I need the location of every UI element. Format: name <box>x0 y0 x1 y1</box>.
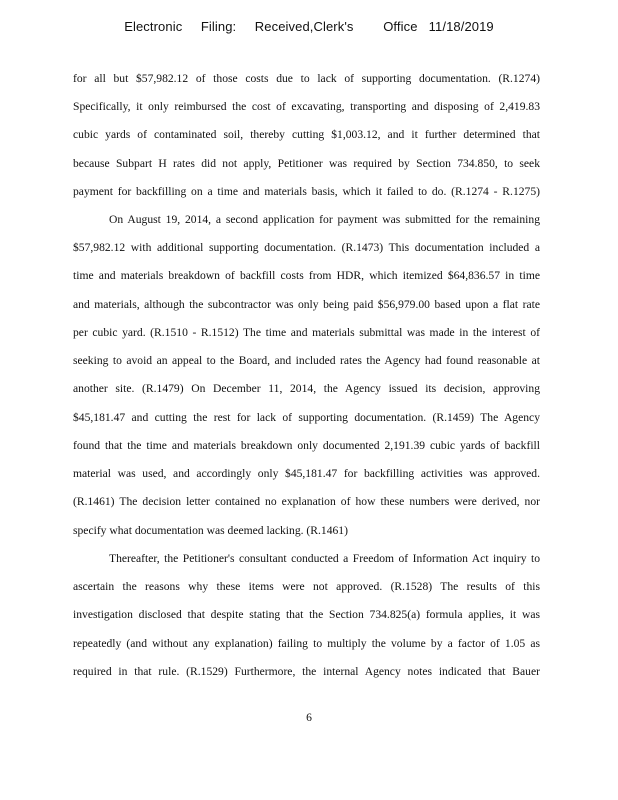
body-line: for all but $57,982.12 of those costs due to lack of supporting documentation. (R.1274) <box>73 72 540 85</box>
body-line: cubic yards of contaminated soil, thereby cutting $1,003.12, and it further determined that <box>73 128 540 141</box>
body-line: because Subpart H rates did not apply, Petitioner was required by Section 734.850, to seek <box>73 157 540 170</box>
paragraph-first-line: Thereafter, the Petitioner's consultant conducted a Freedom of Information Act inquiry to <box>109 552 540 565</box>
body-line: and materials, although the subcontractor was only being paid $56,979.00 based upon a flat rate <box>73 298 540 311</box>
filing-stamp-header: Electronic Filing: Received,Clerk's Office 11/18/2019 <box>124 19 494 34</box>
body-line: per cubic yard. (R.1510 - R.1512) The time and materials submittal was made in the interest of <box>73 326 540 339</box>
body-line: repeatedly (and without any explanation) failing to multiply the volume by a factor of 1.05 as <box>73 637 540 650</box>
body-line: time and materials breakdown of backfill costs from HDR, which itemized $64,836.57 in time <box>73 269 540 282</box>
body-line: found that the time and materials breakdown only documented 2,191.39 cubic yards of backfill <box>73 439 540 452</box>
body-line: material was used, and accordingly only $45,181.47 for backfilling activities was approved. <box>73 467 540 480</box>
body-line: payment for backfilling on a time and materials basis, which it failed to do. (R.1274 - R.1275) <box>73 185 540 198</box>
body-line: Specifically, it only reimbursed the cost of excavating, transporting and disposing of 2,419.83 <box>73 100 540 113</box>
page-number: 6 <box>306 711 312 724</box>
body-line: seeking to avoid an appeal to the Board, and included rates the Agency had found reasonable at <box>73 354 540 367</box>
body-line: ascertain the reasons why these items were not approved. (R.1528) The results of this <box>73 580 540 593</box>
body-line: required in that rule. (R.1529) Furthermore, the internal Agency notes indicated that Bauer <box>73 665 540 678</box>
body-line: investigation disclosed that despite stating that the Section 734.825(a) formula applies, it was <box>73 608 540 621</box>
body-line: $57,982.12 with additional supporting documentation. (R.1473) This documentation included a <box>73 241 540 254</box>
body-line: another site. (R.1479) On December 11, 2014, the Agency issued its decision, approving <box>73 382 540 395</box>
paragraph-last-line: specify what documentation was deemed lacking. (R.1461) <box>73 524 348 537</box>
body-line: (R.1461) The decision letter contained no explanation of how these numbers were derived, nor <box>73 495 540 508</box>
paragraph-first-line: On August 19, 2014, a second application for payment was submitted for the remaining <box>109 213 540 226</box>
body-line: $45,181.47 and cutting the rest for lack of supporting documentation. (R.1459) The Agency <box>73 411 540 424</box>
